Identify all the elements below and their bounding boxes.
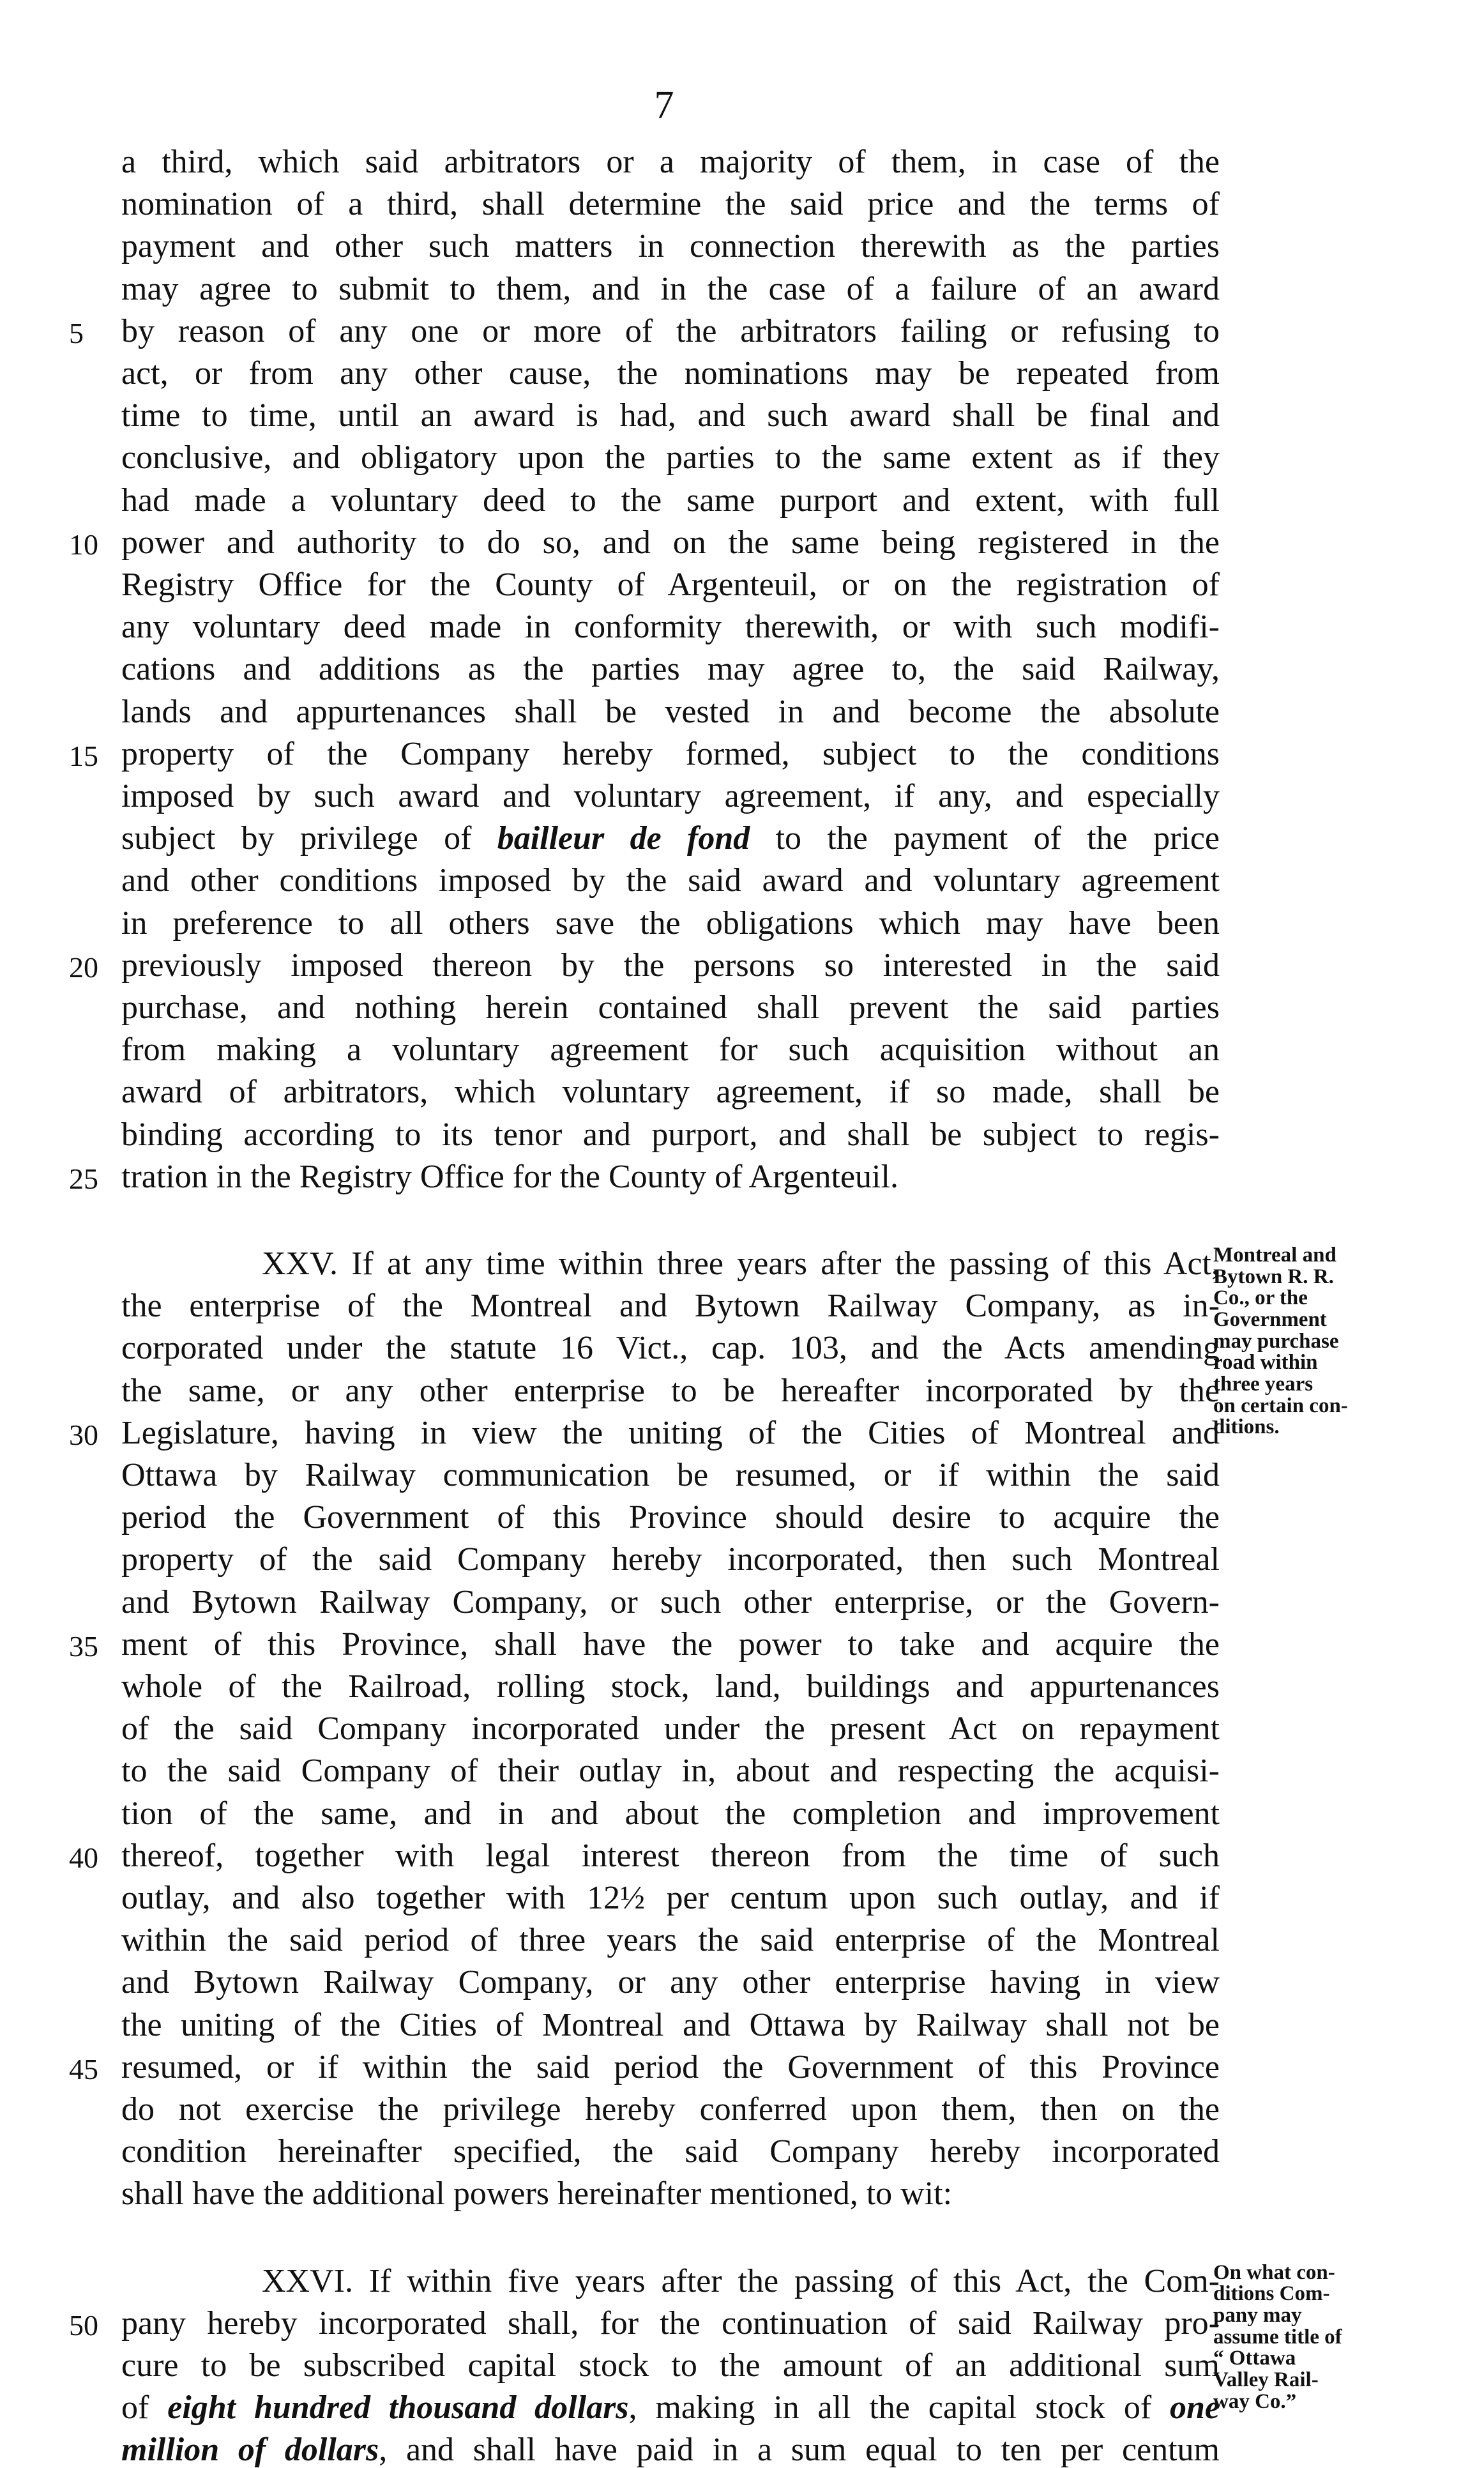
text-line: whole of the Railroad, rolling stock, land, buildings and appurtenances [121, 1668, 1220, 1705]
marginal-note-line: Valley Rail- [1213, 2368, 1319, 2391]
text-line: act, or from any other cause, the nominations may be repeated from [121, 355, 1220, 392]
text-line: purchase, and nothing herein contained shall prevent the said parties [121, 989, 1220, 1026]
line-number: 30 [69, 1418, 98, 1451]
text-line: to the said Company of their outlay in, about and respecting the acquisi- [121, 1753, 1220, 1790]
text-line: in preference to all others save the obligations which may have been [121, 904, 1220, 941]
text-line: do not exercise the privilege hereby conferred upon them, then on the [121, 2091, 1220, 2128]
text-line: property of the Company hereby formed, subject to the conditions [121, 735, 1220, 772]
text-line: ment of this Province, shall have the power to take and acquire the [121, 1626, 1220, 1663]
marginal-note-line: ditions Com- [1213, 2282, 1330, 2306]
text-line: within the said period of three years the said enterprise of the Montreal [121, 1922, 1220, 1959]
text-line: any voluntary deed made in conformity therewith, or with such modifi- [121, 609, 1220, 646]
marginal-note-line: “ Ottawa [1213, 2347, 1296, 2370]
marginal-note-line: way Co.” [1213, 2389, 1297, 2413]
text-line: by reason of any one or more of the arbitrators failing or refusing to [121, 312, 1220, 349]
page-number: 7 [654, 84, 674, 127]
text-line: Legislature, having in view the uniting of the Cities of Montreal and [121, 1414, 1220, 1451]
line-number: 5 [69, 316, 84, 349]
marginal-note-line: three years [1213, 1372, 1314, 1396]
text-line: XXVI. If within five years after the passing of this Act, the Com- [262, 2262, 1220, 2299]
text-line: cure to be subscribed capital stock to the amount of an additional sum [121, 2347, 1220, 2384]
text-line: million of dollars, and shall have paid in a sum equal to ten per centum [121, 2432, 1220, 2468]
text-line: and Bytown Railway Company, or any other enterprise having in view [121, 1964, 1220, 2001]
text-line: and Bytown Railway Company, or such other enterprise, or the Govern- [121, 1583, 1220, 1620]
text-line: condition hereinafter specified, the said Company hereby incorporated [121, 2133, 1220, 2170]
text-line: Ottawa by Railway communication be resumed, or if within the said [121, 1457, 1220, 1493]
text-line: shall have the additional powers hereinafter mentioned, to wit: [121, 2175, 953, 2213]
line-number: 25 [69, 1162, 98, 1195]
marginal-note-line: on certain con- [1213, 1394, 1348, 1417]
line-number: 15 [69, 739, 98, 772]
marginal-note-line: Government [1213, 1307, 1327, 1331]
text-line: imposed by such award and voluntary agreement, if any, and especially [121, 778, 1220, 814]
text-line: from making a voluntary agreement for such acquisition without an [121, 1032, 1220, 1069]
text-line: the same, or any other enterprise to be hereafter incorporated by the [121, 1372, 1220, 1409]
text-line: time to time, until an award is had, and such award shall be final and [121, 397, 1220, 434]
text-line: binding according to its tenor and purport, and shall be subject to regis- [121, 1116, 1220, 1153]
text-line: conclusive, and obligatory upon the parties to the same extent as if they [121, 439, 1220, 476]
line-number: 35 [69, 1629, 98, 1663]
text-line: of the said Company incorporated under the present Act on repayment [121, 1710, 1220, 1748]
text-line: power and authority to do so, and on the same being registered in the [121, 524, 1220, 561]
marginal-note-line: assume title of [1213, 2325, 1342, 2349]
text-line: cations and additions as the parties may agree to, the said Railway, [121, 651, 1220, 688]
text-line: may agree to submit to them, and in the case of a failure of an award [121, 270, 1220, 307]
marginal-note-line: Montreal and [1213, 1244, 1336, 1267]
marginal-note-line: Bytown R. R. [1213, 1265, 1334, 1288]
text-line: award of arbitrators, which voluntary agreement, if so made, shall be [121, 1074, 1220, 1111]
text-line: nomination of a third, shall determine the said price and the terms of [121, 186, 1220, 223]
marginal-note-line: ditions. [1213, 1415, 1280, 1439]
text-line: tion of the same, and in and about the completion and improvement [121, 1795, 1220, 1832]
text-line: a third, which said arbitrators or a majority of them, in case of the [121, 144, 1220, 180]
marginal-note-line: road within [1213, 1351, 1318, 1375]
text-line: subject by privilege of bailleur de fond to the payment of the price [121, 820, 1220, 857]
text-line: and other conditions imposed by the said award and voluntary agreement [121, 862, 1220, 899]
marginal-note-line: On what con- [1213, 2260, 1335, 2284]
marginal-note-line: Co., or the [1213, 1286, 1308, 1310]
marginal-note [1213, 1245, 1405, 1438]
text-line: pany hereby incorporated shall, for the continuation of said Railway pro- [121, 2304, 1220, 2342]
text-line: tration in the Registry Office for the County of Argenteuil. [121, 1158, 898, 1195]
line-number: 10 [69, 528, 98, 561]
text-line: lands and appurtenances shall be vested in and become the absolute [121, 693, 1220, 730]
text-line: resumed, or if within the said period the Government of this Province [121, 2048, 1220, 2085]
text-line: period the Government of this Province should desire to acquire the [121, 1499, 1220, 1536]
text-line: thereof, together with legal interest thereon from the time of such [121, 1837, 1220, 1874]
text-line: previously imposed thereon by the persons so interested in the said [121, 947, 1220, 984]
marginal-note-line: pany may [1213, 2303, 1302, 2327]
line-number: 50 [69, 2308, 98, 2342]
text-line: outlay, and also together with 12½ per centum upon such outlay, and if [121, 1880, 1220, 1916]
text-line: property of the said Company hereby incorporated, then such Montreal [121, 1541, 1220, 1578]
text-line: payment and other such matters in connection therewith as the parties [121, 228, 1220, 265]
text-line: XXV. If at any time within three years after the passing of this Act, [262, 1245, 1220, 1282]
text-line: Registry Office for the County of Argenteuil, or on the registration of [121, 567, 1220, 603]
text-line: the uniting of the Cities of Montreal and Ottawa by Railway shall not be [121, 2006, 1220, 2043]
marginal-note-line: may purchase [1213, 1329, 1339, 1353]
text-line: the enterprise of the Montreal and Bytown Railway Company, as in- [121, 1288, 1220, 1325]
line-number: 20 [69, 950, 98, 984]
text-line: had made a voluntary deed to the same purport and extent, with full [121, 482, 1220, 519]
line-number: 45 [69, 2052, 98, 2085]
marginal-note [1213, 2262, 1405, 2413]
text-line: of eight hundred thousand dollars, making in all the capital stock of one [121, 2389, 1220, 2426]
text-line: corporated under the statute 16 Vict., cap. 103, and the Acts amending [121, 1330, 1220, 1367]
line-number: 40 [69, 1841, 98, 1874]
